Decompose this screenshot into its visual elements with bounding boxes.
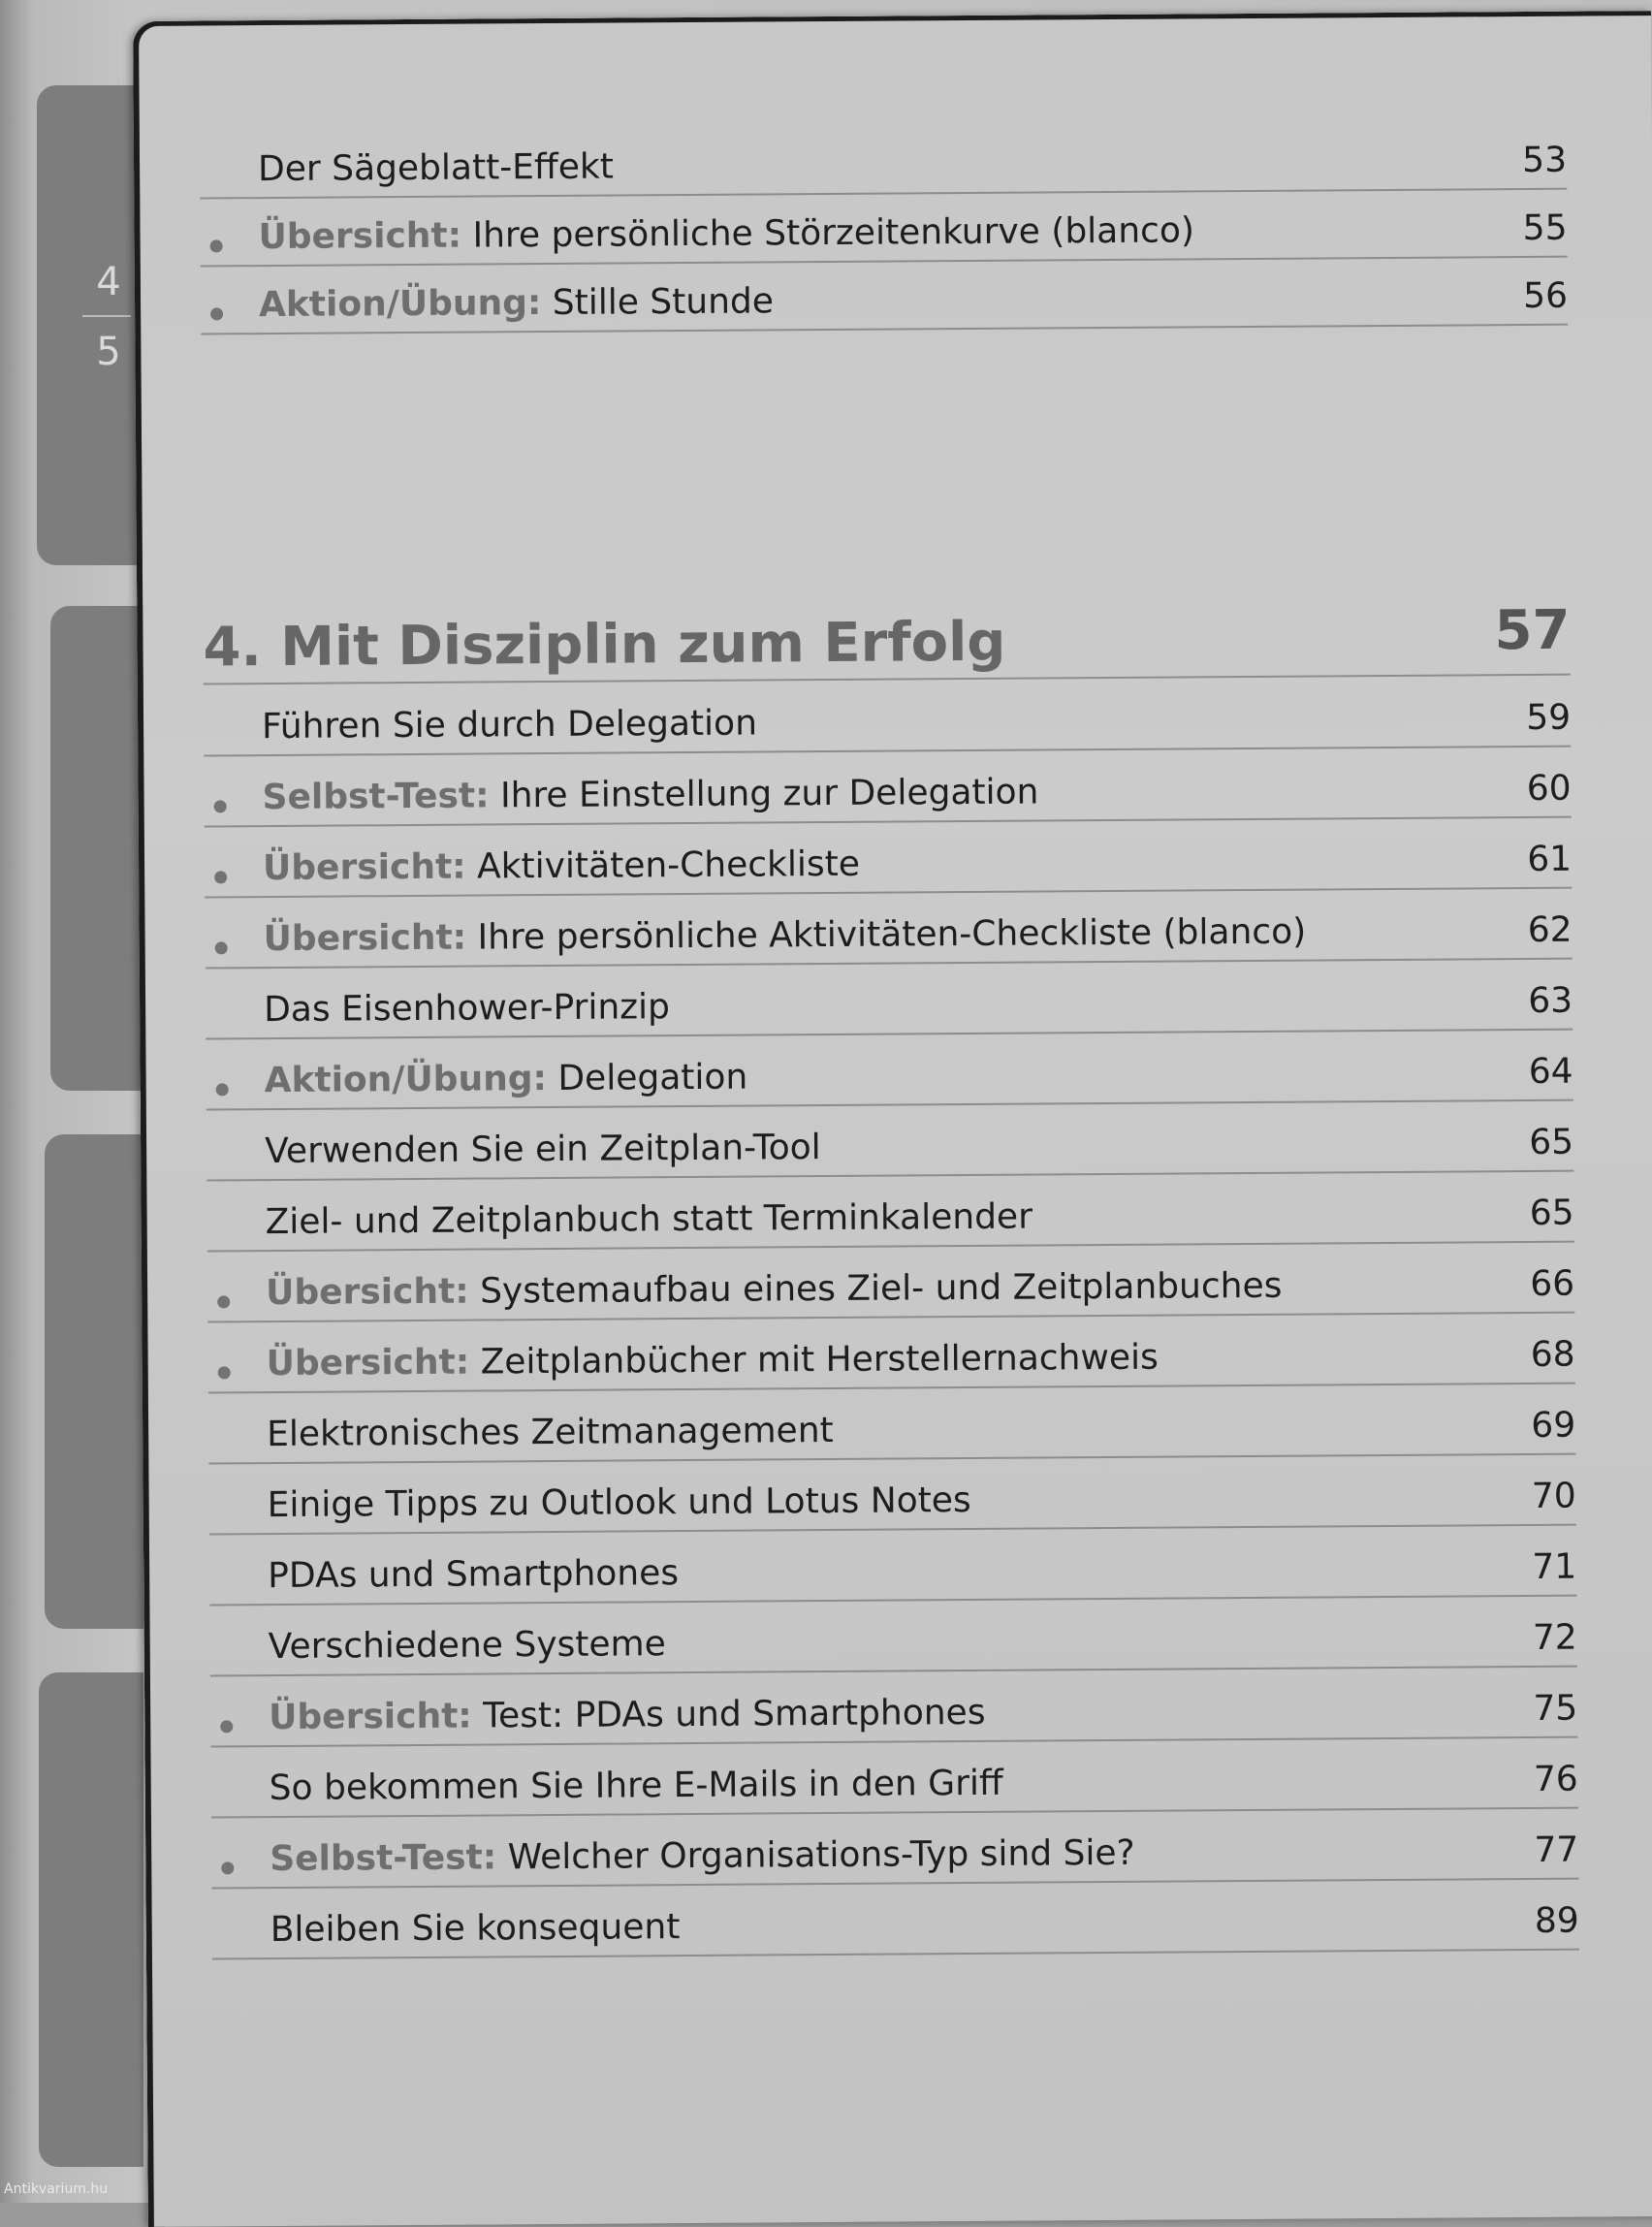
toc-entry-page-number: 56: [1523, 275, 1569, 316]
toc-entry-text: Verwenden Sie ein Zeitplan-Tool: [264, 1128, 821, 1172]
toc-entry: [211, 1879, 1578, 1960]
toc-entry-text: Delegation: [557, 1057, 748, 1098]
toc-entry: [204, 676, 1571, 757]
chapter-tab: [45, 1134, 143, 1629]
toc-entry: [208, 1384, 1575, 1465]
toc-entry-label: [267, 1411, 834, 1454]
toc-entry-text: Ziel- und Zeitplanbuch statt Terminkalender: [265, 1196, 1033, 1243]
toc-entry-label: [265, 1128, 821, 1171]
toc-entry-tag: Übersicht:: [266, 1271, 469, 1314]
toc-entry-page-number: 60: [1526, 768, 1572, 809]
toc-entry-text: Stille Stunde: [552, 281, 775, 323]
toc-entry-tag: Selbst-Test:: [262, 776, 490, 818]
toc-entry-page-number: 66: [1530, 1263, 1575, 1304]
toc-entry-label: [270, 1833, 1135, 1879]
side-tab-number: 5: [96, 330, 121, 374]
toc-entry-label: [266, 1197, 1033, 1243]
toc-entry: [207, 1242, 1574, 1323]
bullet-icon: [214, 800, 227, 812]
toc-entry-text: PDAs und Smartphones: [268, 1553, 680, 1597]
toc-entry-page-number: 89: [1534, 1900, 1579, 1941]
toc-entry-text: Verschiedene Systeme: [268, 1624, 666, 1668]
toc-entry-label: [264, 1058, 747, 1100]
toc-entry-text: Zeitplanbücher mit Herstellernachweis: [480, 1337, 1159, 1383]
toc-entry: [206, 1171, 1573, 1253]
toc-entry: [210, 1667, 1577, 1748]
toc-entry: [210, 1737, 1577, 1819]
watermark: Antikvarium.hu: [4, 2181, 109, 2197]
toc-entry-text: Ihre Einstellung zur Delegation: [499, 772, 1039, 816]
toc-entry-label: [259, 281, 774, 325]
toc-entry-page-number: 64: [1528, 1051, 1573, 1092]
toc-entry-page-number: 61: [1527, 839, 1573, 879]
chapter-title: 4. Mit Disziplin zum Erfolg: [203, 610, 1006, 680]
chapter-tab: [50, 606, 143, 1091]
bullet-icon: [216, 1083, 229, 1096]
toc-entry-text: Aktivitäten-Checkliste: [476, 843, 861, 887]
toc-entry-label: [262, 772, 1038, 817]
toc-entry-label: [262, 704, 757, 748]
toc-entry-page-number: 70: [1531, 1476, 1576, 1516]
toc-entry-label: [258, 147, 614, 190]
toc-entry-text: Führen Sie durch Delegation: [261, 703, 758, 748]
toc-entry-page-number: 65: [1529, 1193, 1574, 1233]
bullet-icon: [214, 871, 227, 883]
toc-entry-text: Elektronisches Zeitmanagement: [267, 1410, 834, 1455]
toc-entry-tag: Übersicht:: [269, 1696, 472, 1738]
bullet-icon: [218, 1366, 231, 1379]
toc-entry-text: Ihre persönliche Aktivitäten-Checkliste (blanco): [477, 911, 1307, 958]
bullet-icon: [210, 307, 223, 320]
toc-entry-text: Das Eisenhower-Prinzip: [263, 987, 671, 1031]
toc-entry-tag: Aktion/Übung:: [264, 1059, 548, 1101]
toc-entry-label: [268, 1553, 679, 1596]
toc-entry: [208, 1454, 1575, 1536]
toc-entry-tag: Übersicht:: [263, 917, 467, 960]
bullet-icon: [220, 1720, 233, 1733]
toc-entry-page-number: 76: [1533, 1759, 1578, 1799]
toc-entry-text: So bekommen Sie Ihre E-Mails in den Griff: [269, 1763, 1003, 1809]
toc-entry-page-number: 68: [1530, 1334, 1575, 1375]
toc-entry-page-number: 65: [1529, 1122, 1574, 1162]
toc-entry: [205, 888, 1572, 970]
bullet-icon: [217, 1295, 230, 1308]
chapter-tab: [37, 85, 143, 565]
toc-entry-text: Der Sägeblatt-Effekt: [257, 146, 615, 190]
toc-entry-text: Systemaufbau eines Ziel- und Zeitplanbuches: [479, 1265, 1283, 1312]
toc-entry: [204, 747, 1571, 828]
toc-entry-text: Test: PDAs und Smartphones: [483, 1692, 986, 1736]
bullet-icon: [210, 239, 223, 252]
toc-entry-page-number: 69: [1531, 1405, 1576, 1446]
toc-entry-tag: Selbst-Test:: [270, 1837, 497, 1880]
toc-entry-label: [263, 912, 1306, 960]
toc-entry-label: [263, 844, 860, 888]
toc-entry: [206, 959, 1573, 1040]
side-tab-number: 4: [96, 260, 121, 304]
toc-entry: [201, 254, 1568, 335]
toc-entry-label: [266, 1266, 1283, 1313]
toc-entry-page-number: 62: [1527, 909, 1573, 950]
toc-entry-text: Ihre persönliche Störzeitenkurve (blanco): [472, 210, 1195, 256]
toc-entry: [206, 1100, 1573, 1182]
toc-entry-label: [270, 1764, 1003, 1808]
toc-entry-text: Einige Tipps zu Outlook und Lotus Notes: [267, 1480, 971, 1526]
toc-entry-label: [270, 1907, 681, 1950]
toc-page: [133, 11, 1652, 2227]
chapter-page-number: 57: [1494, 598, 1571, 663]
toc-entry-page-number: 75: [1533, 1688, 1578, 1729]
toc-entry-page-number: 72: [1532, 1617, 1577, 1658]
toc-entry-label: [264, 987, 670, 1030]
toc-entry-tag: Übersicht:: [266, 1342, 470, 1384]
chapter-tab: [39, 1672, 143, 2167]
toc-entry-tag: Übersicht:: [258, 215, 462, 258]
chapter-heading: [203, 596, 1571, 685]
toc-entry-page-number: 77: [1534, 1829, 1579, 1870]
toc-entry-label: [267, 1338, 1159, 1384]
bullet-icon: [221, 1861, 234, 1874]
toc-entry: [209, 1525, 1576, 1607]
toc-entry-tag: Aktion/Übung:: [258, 283, 542, 326]
toc-entry: [209, 1596, 1576, 1677]
toc-entry-page-number: 71: [1532, 1546, 1577, 1587]
toc-entry-page-number: 53: [1522, 140, 1568, 180]
toc-entry-text: Welcher Organisations-Typ sind Sie?: [507, 1832, 1135, 1878]
toc-entry: [206, 1030, 1573, 1111]
toc-entry-text: Bleiben Sie konsequent: [270, 1907, 681, 1951]
toc-entry-label: [268, 1480, 971, 1525]
tab-divider: [82, 315, 131, 317]
toc-entry-label: [269, 1693, 986, 1737]
toc-entry: [205, 817, 1572, 899]
toc-entry-tag: Übersicht:: [262, 846, 466, 889]
toc-entry-page-number: 63: [1528, 980, 1573, 1021]
toc-entry-page-number: 55: [1522, 207, 1568, 248]
toc-entry: [211, 1808, 1578, 1890]
bullet-icon: [215, 941, 228, 954]
toc-entry: [207, 1313, 1574, 1394]
toc-entry-label: [269, 1624, 666, 1667]
toc-entry-page-number: 59: [1526, 697, 1572, 738]
toc-entry-label: [258, 210, 1194, 257]
